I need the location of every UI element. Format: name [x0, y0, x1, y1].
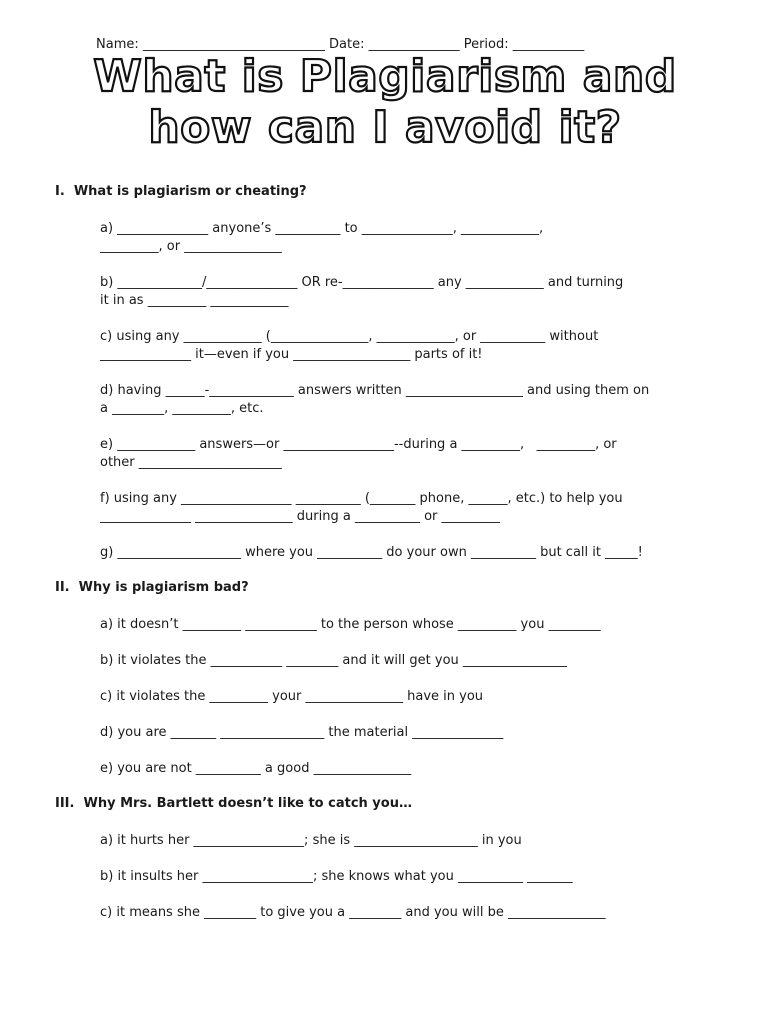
section-1-item-d: d) having ______-_____________ answers written __________________ and using them on a ________, _________, etc. [100, 383, 650, 416]
name-date-period-line: Name: ____________________________ Date: ______________ Period: ___________ [96, 37, 585, 52]
section-1-item-g: g) ___________________ where you __________ do your own __________ but call it _____! [100, 545, 643, 560]
section-2-item-b: b) it violates the ___________ ________ and it will get you ________________ [100, 653, 567, 668]
section-1-heading: I. What is plagiarism or cheating? [55, 184, 307, 199]
section-3-item-a: a) it hurts her _________________; she is ___________________ in you [100, 833, 522, 848]
section-2-item-e: e) you are not __________ a good _______________ [100, 761, 412, 776]
page-title-line-1: What is Plagiarism and [93, 51, 677, 102]
section-1-item-a: a) ______________ anyone’s __________ to ______________, ____________, _________, or _______________ [100, 221, 544, 254]
section-2-item-d: d) you are _______ ________________ the material ______________ [100, 725, 504, 740]
section-1-item-f: f) using any _________________ __________ (_______ phone, ______, etc.) to help you ______________ _______________ during a __________ or _________ [100, 491, 623, 524]
section-1-item-c: c) using any ____________ (_______________, ____________, or __________ without ______________ it—even if you __________________ parts of it! [100, 329, 599, 362]
section-3-item-c: c) it means she ________ to give you a ________ and you will be _______________ [100, 905, 606, 920]
section-3-item-b: b) it insults her _________________; she knows what you __________ _______ [100, 869, 573, 884]
section-2-item-a: a) it doesn’t _________ ___________ to the person whose _________ you ________ [100, 617, 601, 632]
section-1-item-b: b) _____________/______________ OR re-______________ any ____________ and turning it in as _________ ____________ [100, 275, 624, 308]
section-2-heading: II. Why is plagiarism bad? [55, 580, 249, 595]
section-1-item-e: e) ____________ answers—or _________________--during a _________, _________, or other ______________________ [100, 437, 617, 470]
section-2-item-c: c) it violates the _________ your _______________ have in you [100, 689, 484, 704]
section-3-heading: III. Why Mrs. Bartlett doesn’t like to catch you… [55, 796, 412, 811]
page-title-line-2: how can I avoid it? [148, 102, 622, 153]
